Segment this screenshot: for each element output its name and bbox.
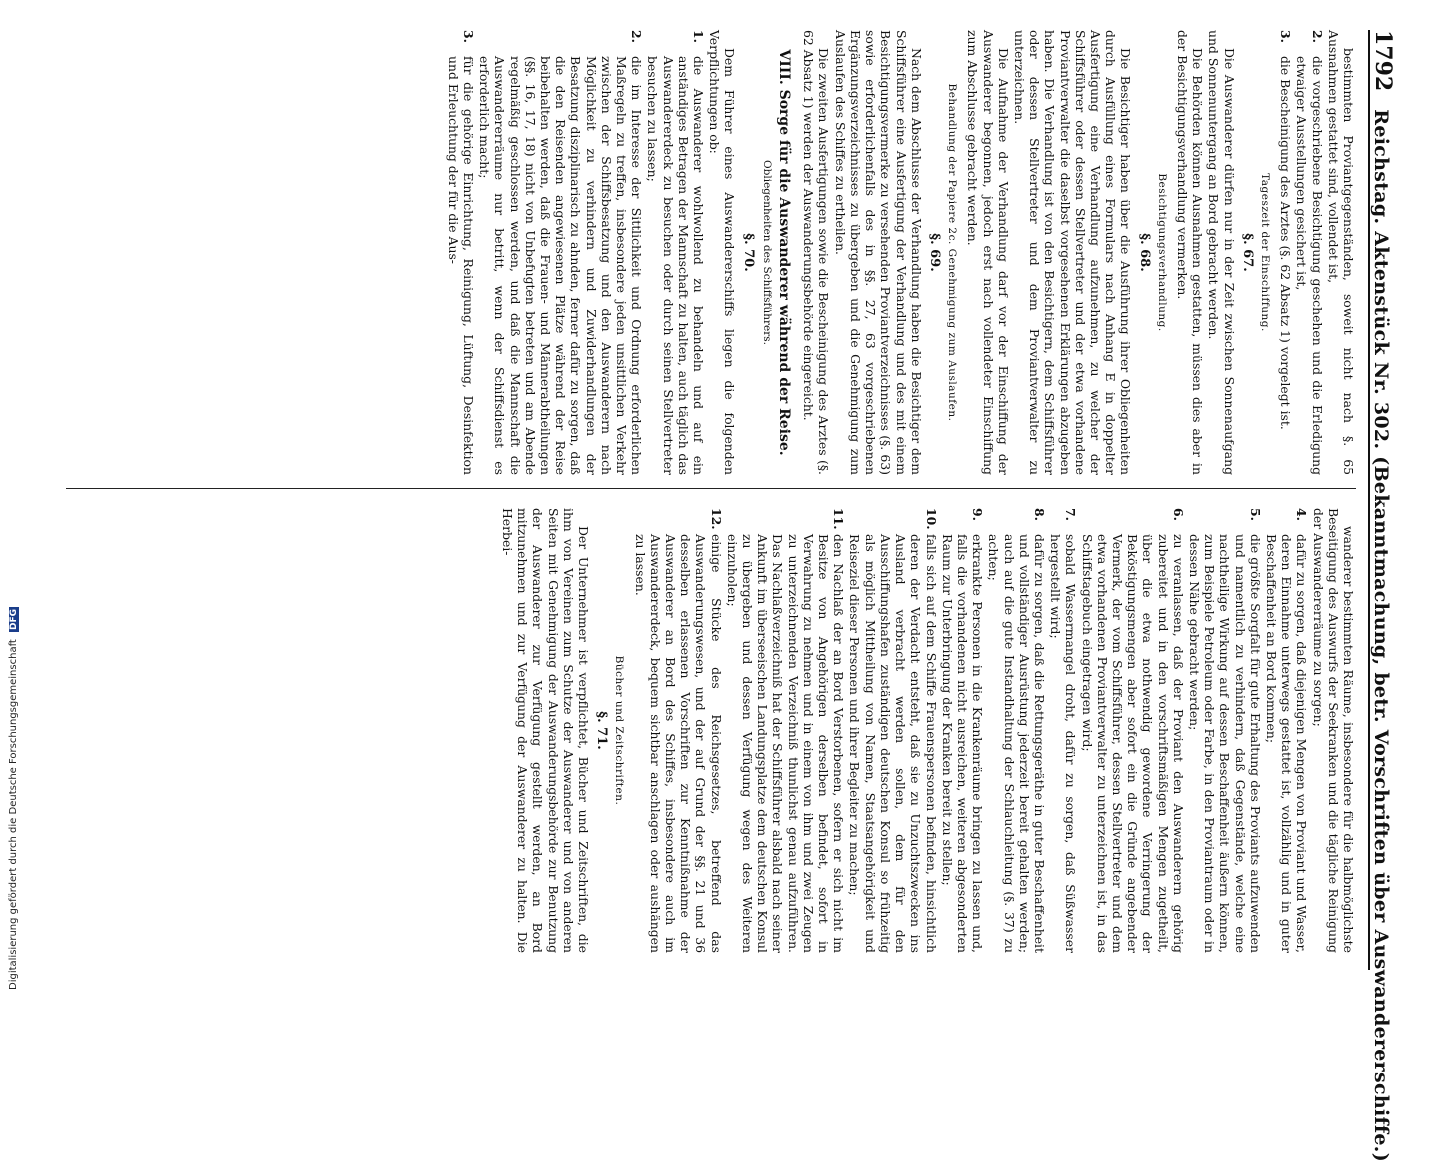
list-item (725, 508, 847, 953)
list-item (1187, 508, 1263, 953)
paragraph-number: §. 67. (1239, 233, 1255, 272)
paragraph-number: §. 70. (740, 233, 756, 272)
paragraph: Die zweiten Ausfertigungen sowie die Bescheinigung des Arztes (§. 62 Absatz 1) werden der Auswanderungsbehörde eingereicht. (801, 30, 832, 475)
list-item (632, 508, 723, 953)
item-number: 9. (970, 508, 986, 521)
paragraph: Die Behörden können Ausnahmen gestatten, müssen dies aber in der Besichtigungsverhandlung vermerken. (1174, 30, 1206, 475)
paragraph: Nach dem Abschlusse der Verhandlung haben die Besichtiger dem Schiffsführer eine Ausfertigung der Verhandlung und des mit einem Besichtigungsvermerke zu versehenden Proviantverzeichnisses (§. 63) sowie erforderlichenfalls des in §§. 27, 63 vorgeschriebenen Ergänzungsverzeichnisses zu übergeben und die Genehmigung zum Auslaufen des Schiffes zu ertheilen. (832, 30, 924, 475)
item-number: 6. (1170, 508, 1186, 521)
item-text: die Bescheinigung des Arztes (§. 62 Absatz 1) vorgelegt ist. (1278, 56, 1294, 430)
item-number: 2. (629, 30, 645, 43)
item-text: die Auswanderer wohlwollend zu behandeln und auf ein anständiges Betragen der Mannschaft zu halten, auch täglich das Auswandererdeck zu besuchen oder durch seinen Stellvertreter besuchen zu lassen; (645, 56, 707, 475)
list-item (645, 30, 706, 475)
item-number: 1. (691, 30, 707, 43)
section-heading: Behandlung der Papiere 2c. Genehmigung zum Auslaufen. (946, 83, 959, 422)
list-item (1278, 30, 1293, 475)
paragraph: Die Besichtiger haben über die Ausführung ihrer Obliegenheiten durch Ausfüllung eines Formulars nach Anhang E in doppelter Ausfertigung eine Verhandlung aufzunehmen, zu welcher der Schiffsführer oder dessen Stellvertreter und der etwa vorhandene Proviantverwalter die daselbst vorgesehenen Erklärungen abzugeben haben. Die Verhandlung ist von den Besichtigern, dem Schiffsführer oder dessen Stellvertreter und dem Proviantverwalter zu unterzeichnen. (1011, 30, 1134, 475)
paragraph: Die Auswanderer dürfen nur in der Zeit zwischen Sonnenaufgang und Sonnenuntergang an Bord gebracht werden. (1206, 30, 1237, 475)
list-item (1264, 508, 1310, 953)
list-item (1294, 30, 1324, 475)
item-number: 11. (831, 508, 847, 530)
item-number: 12. (708, 508, 724, 530)
paragraph-number: §. 68. (1136, 233, 1152, 272)
paragraph: bestimmten Proviantgegenständen, soweit nicht nach §. 65 Ausnahmen gestattet sind, vollendet ist, (1325, 30, 1356, 475)
item-text: die vorgeschriebene Besichtigung geschehen und die Erledigung etwaiger Ausstellungen gesichert ist, (1294, 56, 1325, 475)
item-text: die im Interesse der Sittlichkeit und Ordnung erforderlichen Maßregeln zu treffen, insbesondere jeden unsittlichen Verkehr zwischen der Schiffsbesatzung und den Auswanderern nach Möglichkeit zu verhindern und Zuwiderhandlungen der Besatzung disziplinarisch zu ahnden, ferner dafür zu sorgen, daß die den Reisenden angewiesenen Plätze während der Reise beibehalten werden, daß die Frauen- und Männerabtheilungen (§§. 16, 17, 18) nicht von Unbefugten betreten und am Abende regelmäßig geschlossen werden, und daß die Mannschaft die Auswandererräume nur betritt, wenn der Schiffsdienst es erforderlich macht; (477, 56, 645, 475)
paragraph: Der Unternehmer ist verpflichtet, Bücher und Zeitschriften, die ihm von Vereinen zum Schutze der Auswanderer und von anderen Seiten mit Genehmigung der Auswanderungsbehörde zur Benutzung der Auswanderer zur Verfügung gestellt werden, an Bord mitzunehmen und zur Verfügung der Auswanderer zu halten. Die Herbei- (500, 508, 592, 953)
paragraph-number: §. 69. (926, 233, 942, 272)
dfg-logo: DFG (9, 608, 19, 630)
paragraph: wanderer bestimmten Räume, insbesondere für die halbmöglichste Beseitigung des Auswurfs der Seekranken und die tägliche Reinigung der Auswandererräume zu sorgen; (1310, 508, 1356, 953)
digitization-credit (6, 600, 26, 990)
item-number: 10. (923, 508, 939, 530)
item-text: einige Stücke des Reichsgesetzes, betreffend das Auswanderungswesen, und der auf Grund der §§. 21 und 36 desselben erlassenen Vorschriften zur Kenntnißnahme der Auswanderer an Bord des Schiffes, insbesondere auch im Auswandererdeck, bequem sichtbar anschlagen oder aushängen zu lassen. (632, 534, 724, 953)
item-number: 3. (461, 30, 477, 43)
item-text: dafür zu sorgen, daß die Rettungsgeräthe in guter Beschaffenheit und vollständiger Ausrüstung jederzeit bereit gehalten werden; auch auf die gute Instandhaltung der Schlauchleitung (§. 37) zu achten; (986, 534, 1047, 953)
item-number: 2. (1309, 30, 1325, 43)
item-text: falls sich auf dem Schiffe Frauenspersonen befinden, hinsichtlich deren der Verdacht entsteht, daß sie zu Unzuchtszwecken ins Ausland verbracht werden sollen, dem für den Ausschiffungshafen zuständigen deutschen Konsul so frühzeitig als möglich Mittheilung von Namen, Staatsangehörigkeit und Reiseziel dieser Personen und ihrer Begleiter zu machen; (847, 534, 939, 953)
chapter-title: VIII. Sorge für die Auswanderer während der Reise. (776, 49, 793, 456)
item-text: sobald Wassermangel droht, dafür zu sorgen, daß Süßwasser hergestellt wird; (1048, 534, 1079, 953)
page-number: 1792 (1370, 30, 1396, 92)
item-number: 8. (1031, 508, 1047, 521)
paragraph: Dem Führer eines Auswandererschiffs liegen die folgenden Verpflichtungen ob: (707, 30, 738, 475)
item-text: die größte Sorgfalt für gute Erhaltung des Proviants aufzuwenden und namentlich zu verhindern, daß Gegenstände, welche eine nachtheilige Wirkung auf dessen Beschaffenheit äußern können, zum Beispiele Petroleum oder Farbe, in den Proviantraum oder in dessen Nähe gebracht werden; (1186, 534, 1263, 953)
list-item (940, 508, 986, 953)
item-text: erkrankte Personen in die Krankenräume bringen zu lassen und, falls die vorhandenen nicht ausreichen, weiteren abgesonderten Raum zur Unterbringung der Kranken bereit zu stellen; (939, 534, 986, 953)
item-text: den Nachlaß der an Bord Verstorbenen, sofern er sich nicht im Besitze von Angehörigen derselben befindet, sofort in Verwahrung zu nehmen und in einem von ihm und zwei Zeugen zu unterzeichnenden Verzeichniß thunlichst genau aufzuführen. Das Nachlaßverzeichniß hat der Schiffsführer alsbald nach seiner Ankunft im überseeischen Landungsplatze dem deutschen Konsul zu übergeben und dessen Verfügung wegen des Weiteren einzuholen; (724, 534, 847, 953)
paragraph-number: §. 71. (594, 711, 610, 750)
item-text: für die gehörige Einrichtung, Reinigung, Lüftung, Desinfektion und Erleuchtung der für die Aus- (445, 56, 477, 475)
right-column (499, 508, 1356, 953)
running-title: Reichstag. Aktenstück Nr. 302. (Bekanntmachung, betr. Vorschriften über Auswandererschiffe.) (1370, 109, 1392, 1162)
list-item (847, 508, 938, 953)
list-item (1079, 508, 1185, 953)
paragraph: Die Aufnahme der Verhandlung darf vor der Einschiffung der Auswanderer begonnen, jedoch erst nach vollendeter Einschiffung zum Abschlusse gebracht werden. (965, 30, 1011, 475)
list-item (446, 30, 476, 475)
item-text: zu veranlassen, daß der Proviant den Auswanderern gehörig zubereitet und in den vorschriftsmäßigen Mengen zugetheilt, über die etwa nothwendig gewordene Verringerung der Beköstigungsmengen aber sofort ein die Gründe angebender Vermerk, der vom Schiffsführer, dessen Stellvertreter und dem etwa vorhandenen Proviantverwalter zu unterzeichnen ist, in das Schiffstagebuch eingetragen wird; (1079, 534, 1186, 953)
document-sheet (54, 0, 1434, 1162)
page-header (1368, 30, 1406, 1162)
list-item (1048, 508, 1078, 953)
item-number: 3. (1278, 30, 1294, 43)
column-divider (66, 488, 1356, 489)
credit-text: Digitalisierung gefördert durch die Deutsche Forschungsgemeinschaft (8, 639, 19, 990)
item-number: 5. (1247, 508, 1263, 521)
chapter-subtitle: Obliegenheiten des Schiffsführers. (760, 160, 773, 345)
list-item (986, 508, 1047, 953)
item-number: 7. (1063, 508, 1079, 521)
section-heading: Tageszeit der Einschiffung. (1258, 173, 1271, 332)
item-text: dafür zu sorgen, daß diejenigen Mengen von Proviant und Wasser, deren Einnahme unterwegs gestattet ist, vollzählig und in guter Beschaffenheit an Bord kommen; (1263, 534, 1310, 953)
left-column (445, 30, 1356, 475)
section-heading: Besichtigungsverhandlung. (1155, 173, 1168, 332)
item-number: 4. (1294, 508, 1310, 521)
section-heading: Bücher und Zeitschriften. (613, 655, 626, 806)
list-item (477, 30, 644, 475)
